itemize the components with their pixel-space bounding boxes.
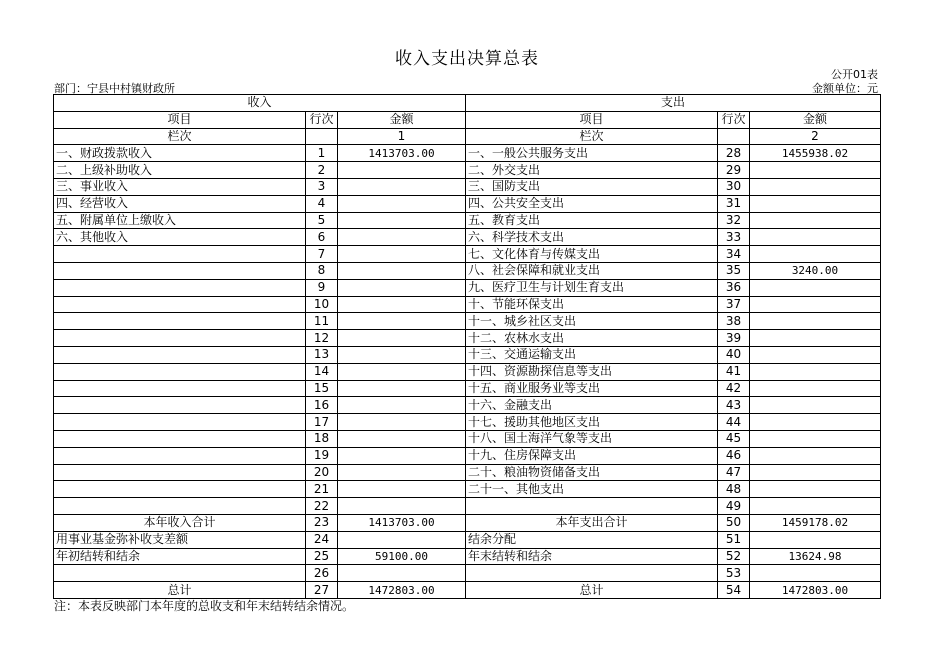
- income-amount-cell: [338, 330, 466, 347]
- income-section-header: 收入: [54, 95, 466, 112]
- expense-rowno-cell: 53: [718, 565, 750, 582]
- table-row: [54, 414, 881, 431]
- income-amount-cell: [338, 313, 466, 330]
- expense-amount-cell: [750, 212, 881, 229]
- income-item-cell: 年初结转和结余: [54, 548, 306, 565]
- table-row: [54, 279, 881, 296]
- income-rowno-cell: 4: [306, 195, 338, 212]
- income-item-cell: [54, 464, 306, 481]
- income-rowno-cell: 19: [306, 447, 338, 464]
- column-index-row: [54, 128, 881, 145]
- income-rowno-cell: 27: [306, 582, 338, 599]
- table-row: [54, 346, 881, 363]
- income-amount-cell: [338, 481, 466, 498]
- expense-amount-cell: [750, 363, 881, 380]
- income-amount-cell: [338, 380, 466, 397]
- expense-item-cell: 十六、金融支出: [466, 397, 718, 414]
- income-item-cell: [54, 363, 306, 380]
- income-amount-cell: [338, 229, 466, 246]
- expense-rowno-cell: 41: [718, 363, 750, 380]
- table-row: [54, 162, 881, 179]
- expense-amount-cell: 3240.00: [750, 262, 881, 279]
- income-item-header: 项目: [54, 111, 306, 128]
- table-row: [54, 313, 881, 330]
- expense-amount-cell: [750, 414, 881, 431]
- expense-amount-cell: 1472803.00: [750, 582, 881, 599]
- expense-rowno-cell: 45: [718, 430, 750, 447]
- expense-amount-cell: [750, 447, 881, 464]
- income-item-cell: 五、附属单位上缴收入: [54, 212, 306, 229]
- income-rowno-cell: 7: [306, 246, 338, 263]
- expense-rowno-cell: 54: [718, 582, 750, 599]
- income-rowno-cell: 16: [306, 397, 338, 414]
- expense-column-index: 2: [750, 128, 881, 145]
- income-item-cell: [54, 296, 306, 313]
- expense-amount-cell: [750, 229, 881, 246]
- section-header-row: [54, 95, 881, 112]
- income-item-cell: 一、财政拨款收入: [54, 145, 306, 162]
- income-amount-cell: [338, 262, 466, 279]
- income-item-cell: 四、经营收入: [54, 195, 306, 212]
- income-amount-cell: [338, 212, 466, 229]
- expense-item-cell: 十一、城乡社区支出: [466, 313, 718, 330]
- expense-rowno-cell: 46: [718, 447, 750, 464]
- income-rowno-cell: 20: [306, 464, 338, 481]
- expense-item-cell: 结余分配: [466, 531, 718, 548]
- income-amount-cell: 1472803.00: [338, 582, 466, 599]
- expense-item-cell: 十九、住房保障支出: [466, 447, 718, 464]
- expense-amount-cell: [750, 330, 881, 347]
- income-amount-cell: [338, 498, 466, 515]
- table-row: [54, 246, 881, 263]
- table-row: [54, 548, 881, 565]
- table-row: [54, 229, 881, 246]
- expense-rowno-cell: 29: [718, 162, 750, 179]
- expense-item-cell: 四、公共安全支出: [466, 195, 718, 212]
- table-row: [54, 145, 881, 162]
- expense-item-cell: 九、医疗卫生与计划生育支出: [466, 279, 718, 296]
- expense-item-cell: 十四、资源勘探信息等支出: [466, 363, 718, 380]
- income-amount-cell: [338, 279, 466, 296]
- expense-rowno-cell: 34: [718, 246, 750, 263]
- expense-rowno-cell: 43: [718, 397, 750, 414]
- expense-rowno-cell: 32: [718, 212, 750, 229]
- income-rowno-cell: 5: [306, 212, 338, 229]
- table-row: [54, 212, 881, 229]
- income-item-cell: [54, 414, 306, 431]
- expense-item-cell: 十七、援助其他地区支出: [466, 414, 718, 431]
- expense-rowno-cell: 42: [718, 380, 750, 397]
- expense-amount-cell: [750, 481, 881, 498]
- expense-rowno-cell: 40: [718, 346, 750, 363]
- expense-rowno-cell: 36: [718, 279, 750, 296]
- income-amount-cell: 1413703.00: [338, 145, 466, 162]
- table-row: [54, 380, 881, 397]
- income-amount-cell: [338, 296, 466, 313]
- expense-section-header: 支出: [466, 95, 881, 112]
- expense-rowno-cell: 28: [718, 145, 750, 162]
- expense-amount-cell: [750, 565, 881, 582]
- expense-amount-header: 金额: [750, 111, 881, 128]
- expense-amount-cell: [750, 397, 881, 414]
- income-rowno-cell: 24: [306, 531, 338, 548]
- expense-item-cell: 年末结转和结余: [466, 548, 718, 565]
- expense-item-cell: 五、教育支出: [466, 212, 718, 229]
- expense-amount-cell: [750, 246, 881, 263]
- income-column-label: 栏次: [54, 128, 306, 145]
- expense-amount-cell: 1455938.02: [750, 145, 881, 162]
- table-row: [54, 330, 881, 347]
- expense-item-cell: 二十一、其他支出: [466, 481, 718, 498]
- expense-amount-cell: [750, 195, 881, 212]
- income-rowno-cell: 22: [306, 498, 338, 515]
- income-rowno-cell: 3: [306, 178, 338, 195]
- income-amount-cell: [338, 195, 466, 212]
- income-item-cell: 本年收入合计: [54, 514, 306, 531]
- expense-amount-cell: 13624.98: [750, 548, 881, 565]
- income-amount-header: 金额: [338, 111, 466, 128]
- income-expense-table: [53, 94, 881, 599]
- expense-amount-cell: [750, 464, 881, 481]
- expense-item-cell: [466, 565, 718, 582]
- expense-amount-cell: [750, 162, 881, 179]
- income-item-cell: 三、事业收入: [54, 178, 306, 195]
- expense-rowno-header: 行次: [718, 111, 750, 128]
- income-amount-cell: 1413703.00: [338, 514, 466, 531]
- page-title: 收入支出决算总表: [395, 49, 539, 69]
- expense-rowno-cell: 48: [718, 481, 750, 498]
- income-rowno-cell: 11: [306, 313, 338, 330]
- expense-item-header: 项目: [466, 111, 718, 128]
- expense-rowno-cell: 39: [718, 330, 750, 347]
- table-row: [54, 363, 881, 380]
- expense-rowno-cell: 50: [718, 514, 750, 531]
- income-item-cell: [54, 430, 306, 447]
- income-column-index: 1: [338, 128, 466, 145]
- expense-amount-cell: [750, 296, 881, 313]
- expense-item-cell: 十二、农林水支出: [466, 330, 718, 347]
- amount-unit-label: 金额单位：元: [812, 82, 878, 95]
- expense-item-cell: 十八、国土海洋气象等支出: [466, 430, 718, 447]
- income-amount-cell: [338, 363, 466, 380]
- income-rowno-cell: 17: [306, 414, 338, 431]
- expense-amount-cell: [750, 279, 881, 296]
- income-amount-cell: [338, 246, 466, 263]
- table-row: [54, 514, 881, 531]
- income-rowno-cell: 10: [306, 296, 338, 313]
- form-number: 公开01表: [831, 68, 878, 81]
- expense-amount-cell: [750, 498, 881, 515]
- income-item-cell: 六、其他收入: [54, 229, 306, 246]
- expense-item-cell: 总计: [466, 582, 718, 599]
- income-rowno-cell: 18: [306, 430, 338, 447]
- expense-amount-cell: [750, 346, 881, 363]
- income-item-cell: [54, 565, 306, 582]
- expense-amount-cell: [750, 313, 881, 330]
- income-rowno-cell: 14: [306, 363, 338, 380]
- table-row: [54, 464, 881, 481]
- income-rowno-cell: 21: [306, 481, 338, 498]
- income-item-cell: [54, 447, 306, 464]
- income-amount-cell: 59100.00: [338, 548, 466, 565]
- expense-column-label: 栏次: [466, 128, 718, 145]
- expense-item-cell: 六、科学技术支出: [466, 229, 718, 246]
- income-amount-cell: [338, 397, 466, 414]
- department-label: 部门：宁县中村镇财政所: [54, 82, 175, 95]
- income-rowno-cell: 12: [306, 330, 338, 347]
- income-amount-cell: [338, 565, 466, 582]
- income-rowno-cell: 6: [306, 229, 338, 246]
- income-amount-cell: [338, 447, 466, 464]
- table-row: [54, 498, 881, 515]
- income-item-cell: [54, 397, 306, 414]
- income-rowno-header: 行次: [306, 111, 338, 128]
- column-header-row: [54, 111, 881, 128]
- income-amount-cell: [338, 162, 466, 179]
- expense-item-cell: 十、节能环保支出: [466, 296, 718, 313]
- income-item-cell: [54, 330, 306, 347]
- expense-rowno-cell: 38: [718, 313, 750, 330]
- income-item-cell: [54, 481, 306, 498]
- expense-item-cell: [466, 498, 718, 515]
- table-row: [54, 447, 881, 464]
- income-rowno-cell: 9: [306, 279, 338, 296]
- table-row: [54, 195, 881, 212]
- income-item-cell: 二、上级补助收入: [54, 162, 306, 179]
- income-rowno-cell: 1: [306, 145, 338, 162]
- expense-item-cell: 七、文化体育与传媒支出: [466, 246, 718, 263]
- expense-rowno-cell: 47: [718, 464, 750, 481]
- expense-rowno-cell: 35: [718, 262, 750, 279]
- income-amount-cell: [338, 531, 466, 548]
- income-amount-cell: [338, 430, 466, 447]
- income-rowno-cell: 2: [306, 162, 338, 179]
- income-item-cell: [54, 346, 306, 363]
- income-amount-cell: [338, 178, 466, 195]
- income-amount-cell: [338, 414, 466, 431]
- expense-rowno-cell: 52: [718, 548, 750, 565]
- expense-item-cell: 八、社会保障和就业支出: [466, 262, 718, 279]
- expense-amount-cell: [750, 430, 881, 447]
- table-row: [54, 262, 881, 279]
- income-item-cell: [54, 498, 306, 515]
- income-item-cell: [54, 380, 306, 397]
- expense-rowno-cell: 49: [718, 498, 750, 515]
- income-rowno-cell: 15: [306, 380, 338, 397]
- expense-item-cell: 本年支出合计: [466, 514, 718, 531]
- expense-rowno-cell: 30: [718, 178, 750, 195]
- income-item-cell: [54, 279, 306, 296]
- table-row: [54, 565, 881, 582]
- table-row: [54, 178, 881, 195]
- expense-rowno-cell: 33: [718, 229, 750, 246]
- empty-cell: [306, 128, 338, 145]
- income-item-cell: [54, 313, 306, 330]
- expense-item-cell: 三、国防支出: [466, 178, 718, 195]
- income-rowno-cell: 25: [306, 548, 338, 565]
- expense-rowno-cell: 37: [718, 296, 750, 313]
- table-row: [54, 481, 881, 498]
- expense-item-cell: 十五、商业服务业等支出: [466, 380, 718, 397]
- expense-rowno-cell: 44: [718, 414, 750, 431]
- expense-amount-cell: 1459178.02: [750, 514, 881, 531]
- expense-rowno-cell: 51: [718, 531, 750, 548]
- table-row: [54, 430, 881, 447]
- footnote: 注：本表反映部门本年度的总收支和年末结转结余情况。: [54, 599, 355, 613]
- income-rowno-cell: 23: [306, 514, 338, 531]
- income-item-cell: 总计: [54, 582, 306, 599]
- expense-amount-cell: [750, 178, 881, 195]
- expense-item-cell: 一、一般公共服务支出: [466, 145, 718, 162]
- income-item-cell: [54, 262, 306, 279]
- income-amount-cell: [338, 346, 466, 363]
- expense-rowno-cell: 31: [718, 195, 750, 212]
- expense-item-cell: 二、外交支出: [466, 162, 718, 179]
- table-row: [54, 531, 881, 548]
- income-rowno-cell: 26: [306, 565, 338, 582]
- expense-item-cell: 二十、粮油物资储备支出: [466, 464, 718, 481]
- table-row: [54, 582, 881, 599]
- income-item-cell: [54, 246, 306, 263]
- table-row: [54, 296, 881, 313]
- expense-item-cell: 十三、交通运输支出: [466, 346, 718, 363]
- income-amount-cell: [338, 464, 466, 481]
- income-rowno-cell: 13: [306, 346, 338, 363]
- empty-cell: [718, 128, 750, 145]
- income-item-cell: 用事业基金弥补收支差额: [54, 531, 306, 548]
- table-row: [54, 397, 881, 414]
- income-rowno-cell: 8: [306, 262, 338, 279]
- expense-amount-cell: [750, 380, 881, 397]
- expense-amount-cell: [750, 531, 881, 548]
